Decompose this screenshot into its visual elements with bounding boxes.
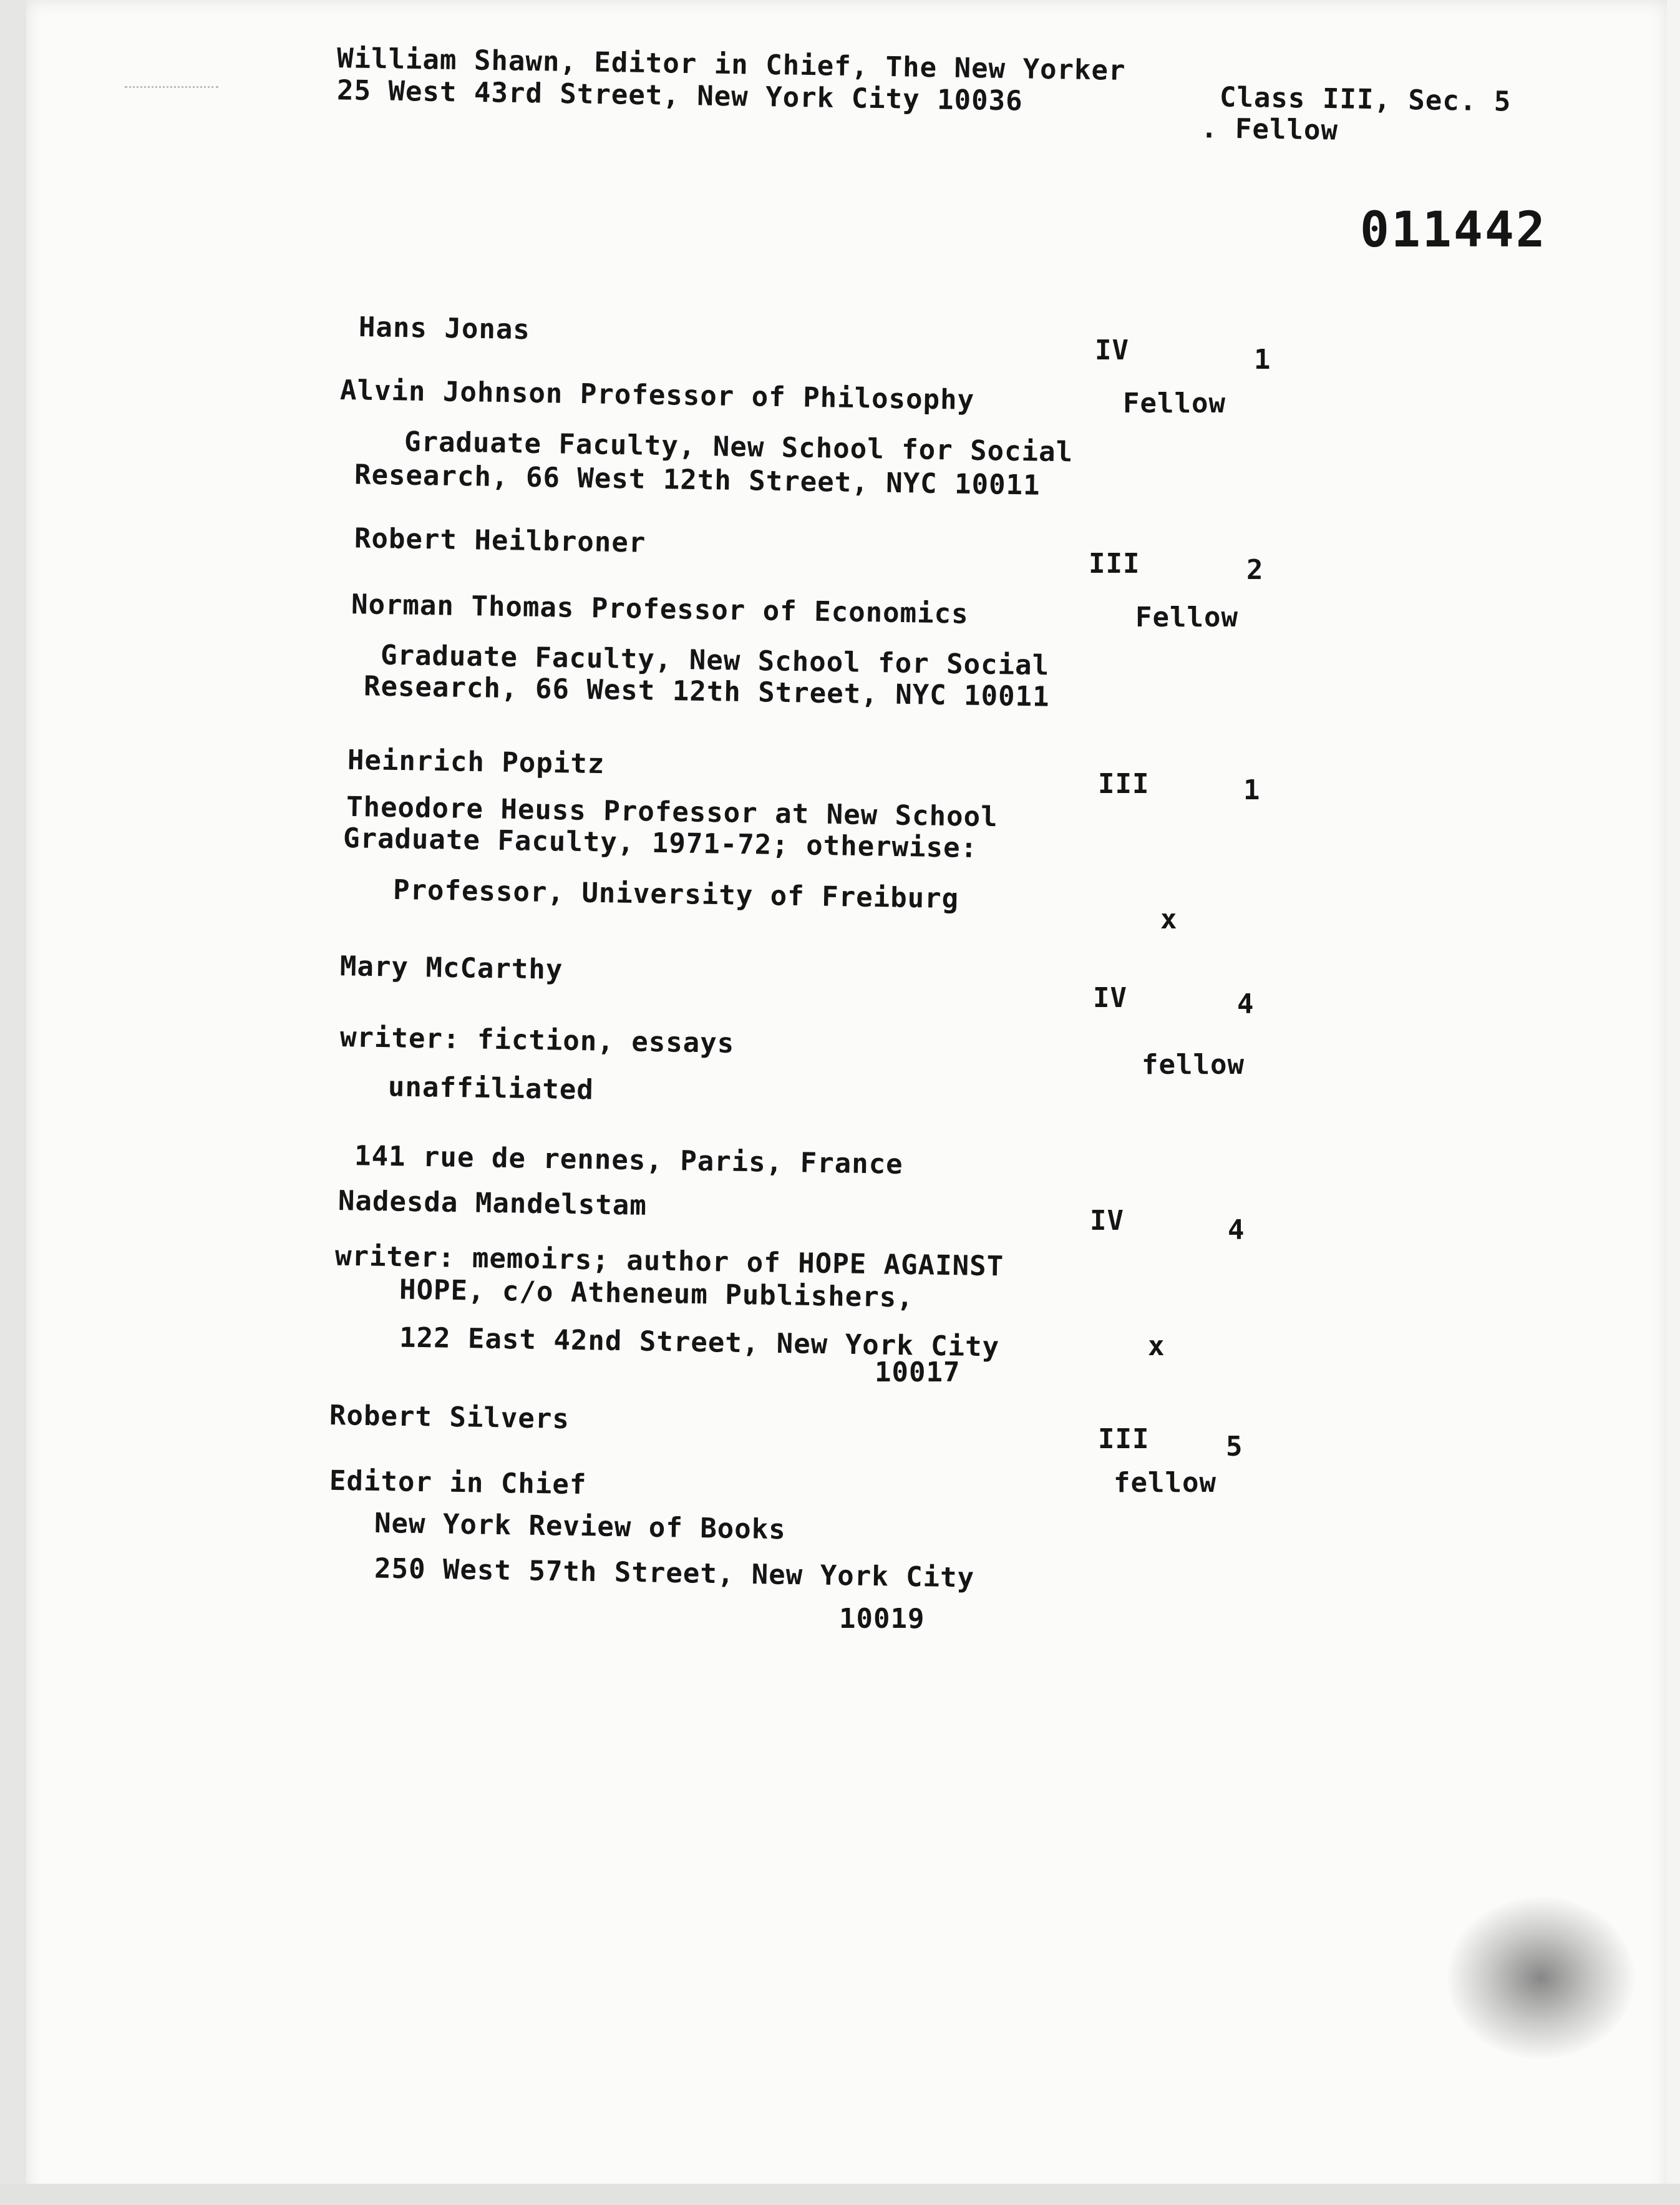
entry-zip: 10017 xyxy=(875,1356,961,1388)
entry-affiliation-2: 122 East 42nd Street, New York City xyxy=(399,1322,1000,1363)
entry-title: writer: fiction, essays xyxy=(339,1021,735,1059)
entry-class: III xyxy=(1089,548,1140,580)
entry-affiliation-2: 250 West 57th Street, New York City xyxy=(374,1552,975,1594)
entry-name: Robert Heilbroner xyxy=(354,522,646,559)
entry-class: III xyxy=(1098,768,1150,800)
entry-name: Nadesda Mandelstam xyxy=(337,1185,648,1222)
entry-class: III xyxy=(1098,1423,1150,1455)
entry-name: Heinrich Popitz xyxy=(347,744,605,781)
scan-left-edge xyxy=(0,0,26,2205)
class-line: Class III, Sec. 5 xyxy=(1219,81,1512,118)
entry-section: 5 xyxy=(1226,1431,1243,1463)
entry-section: 4 xyxy=(1228,1214,1245,1246)
entry-title: writer: memoirs; author of HOPE AGAINST xyxy=(334,1240,1004,1283)
entry-name: Robert Silvers xyxy=(329,1399,570,1436)
entry-name: Hans Jonas xyxy=(358,311,531,346)
entry-section: 4 xyxy=(1237,988,1255,1020)
entry-name: Mary McCarthy xyxy=(339,950,563,986)
entry-section: 2 xyxy=(1246,554,1264,586)
class-status: . Fellow xyxy=(1200,112,1339,147)
entry-affiliation-2: Research, 66 West 12th Street, NYC 10011 xyxy=(354,459,1041,502)
entry-affiliation-1: New York Review of Books xyxy=(374,1507,787,1546)
entry-status: Fellow xyxy=(1123,387,1226,419)
scan-smudge xyxy=(1447,1897,1634,2059)
entry-title: Alvin Johnson Professor of Philosophy xyxy=(339,374,975,416)
entry-status: Fellow xyxy=(1135,601,1238,633)
entry-title: Norman Thomas Professor of Economics xyxy=(351,588,969,630)
entry-status: x xyxy=(1160,903,1178,935)
entry-status: fellow xyxy=(1142,1049,1245,1081)
entry-class: IV xyxy=(1093,982,1127,1014)
entry-affiliation-1: HOPE, c/o Atheneum Publishers, xyxy=(399,1273,915,1314)
entry-title: Theodore Heuss Professor at New School xyxy=(346,791,998,834)
entry-affiliation-2: Professor, University of Freiburg xyxy=(392,874,959,915)
entry-affiliation-1: Graduate Faculty, 1971-72; otherwise: xyxy=(342,822,978,864)
entry-class: IV xyxy=(1090,1205,1124,1237)
entry-title: Editor in Chief xyxy=(329,1464,587,1501)
scan-bottom-edge xyxy=(0,2184,1680,2205)
header-line-2: 25 West 43rd Street, New York City 10036 xyxy=(336,74,1023,117)
entry-status: x xyxy=(1148,1330,1165,1362)
entry-status: fellow xyxy=(1114,1467,1216,1499)
entry-affiliation-1: Graduate Faculty, New School for Social xyxy=(380,639,1050,682)
entry-section: 1 xyxy=(1243,774,1261,806)
entry-affiliation-2: Research, 66 West 12th Street, NYC 10011 xyxy=(363,670,1050,713)
document-page xyxy=(26,0,1667,2196)
entry-affiliation-1: Graduate Faculty, New School for Social xyxy=(404,426,1074,469)
header-line-1: William Shawn, Editor in Chief, The New Yorker xyxy=(336,42,1126,87)
entry-affiliation-2: 141 rue de rennes, Paris, France xyxy=(354,1140,904,1180)
stray-mark xyxy=(125,86,218,99)
entry-section: 1 xyxy=(1254,344,1271,376)
entry-affiliation-1: unaffiliated xyxy=(387,1071,595,1106)
entry-zip: 10019 xyxy=(839,1603,925,1635)
entry-class: IV xyxy=(1095,334,1129,366)
document-number: 011442 xyxy=(1360,202,1547,258)
